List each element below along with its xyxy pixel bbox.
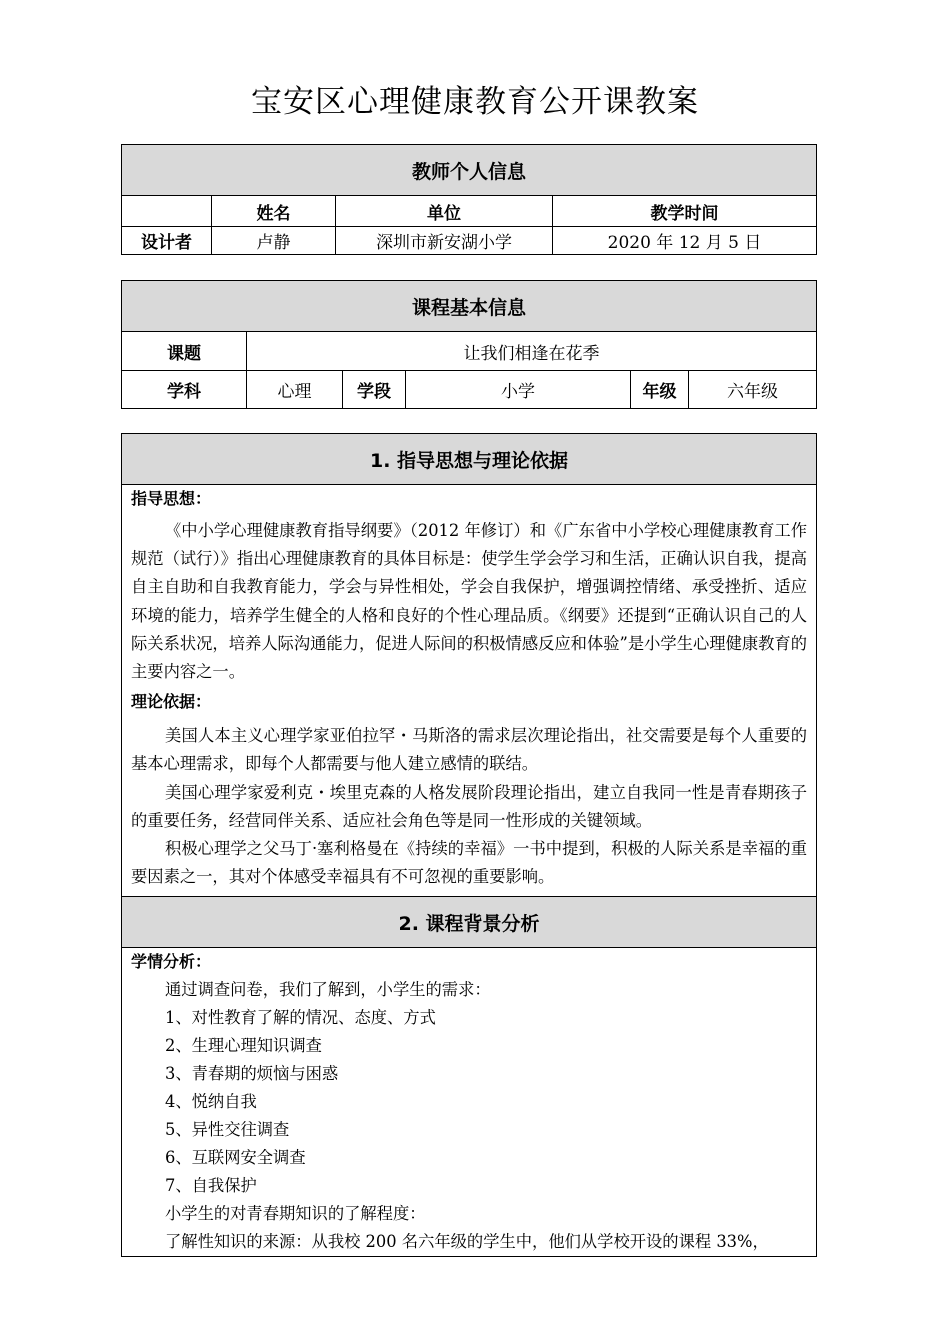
source-line: 了解性知识的来源：从我校 200 名六年级的学生中，他们从学校开设的课程 33%，	[165, 1232, 769, 1251]
list-item: 4、悦纳自我	[165, 1092, 257, 1111]
analysis-label: 学情分析：	[131, 952, 212, 971]
knowledge-line: 小学生的对青春期知识的了解程度：	[165, 1204, 426, 1223]
designer-label: 设计者	[122, 227, 212, 255]
teaching-time: 2020 年 12 月 5 日	[553, 227, 817, 255]
list-item: 2、生理心理知识调查	[165, 1036, 322, 1055]
topic-label: 课题	[122, 332, 247, 371]
analysis-intro: 通过调查问卷，我们了解到，小学生的需求：	[165, 980, 491, 999]
list-item: 5、异性交往调查	[165, 1120, 290, 1139]
theory-paragraph: 美国人本主义心理学家亚伯拉罕・马斯洛的需求层次理论指出，社交需要是每个人重要的基本心理需求，即每个人都需要与他人建立感情的联结。	[131, 726, 807, 774]
stage-value: 小学	[406, 371, 631, 409]
teacher-info-table	[121, 144, 817, 255]
list-item: 6、互联网安全调查	[165, 1148, 306, 1167]
grade-value: 六年级	[689, 371, 817, 409]
course-info-table	[121, 280, 817, 409]
stage-label: 学段	[343, 371, 406, 409]
subject-value: 心理	[247, 371, 343, 409]
section1-body	[122, 485, 817, 897]
list-item: 7、自我保护	[165, 1176, 257, 1195]
list-item: 3、青春期的烦恼与困惑	[165, 1064, 339, 1083]
list-item: 1、对性教育了解的情况、态度、方式	[165, 1008, 436, 1027]
designer-name: 卢静	[212, 227, 336, 255]
grade-label: 年级	[631, 371, 689, 409]
theory-paragraph: 美国心理学家爱利克・埃里克森的人格发展阶段理论指出，建立自我同一性是青春期孩子的重要任务，经营同伴关系、适应社会角色等是同一性形成的关键领域。	[131, 782, 807, 830]
lesson-content-table	[121, 433, 817, 1257]
col-header-time: 教学时间	[553, 196, 817, 227]
col-header-unit: 单位	[336, 196, 553, 227]
section1-header: 1. 指导思想与理论依据	[122, 434, 817, 485]
teacher-info-header: 教师个人信息	[122, 145, 817, 196]
guiding-label: 指导思想：	[131, 489, 212, 508]
section2-body	[122, 948, 817, 1257]
document-title: 宝安区心理健康教育公开课教案	[251, 84, 699, 120]
theory-label: 理论依据：	[131, 692, 212, 712]
theory-paragraph: 积极心理学之父马丁·塞利格曼在《持续的幸福》一书中提到，积极的人际关系是幸福的重要因素之一，其对个体感受幸福具有不可忽视的重要影响。	[131, 839, 807, 887]
designer-unit: 深圳市新安湖小学	[336, 227, 553, 255]
col-header-name: 姓名	[212, 196, 336, 227]
course-info-header: 课程基本信息	[122, 281, 817, 332]
empty-corner-cell	[122, 196, 212, 227]
guiding-paragraph: 《中小学心理健康教育指导纲要》（2012 年修订）和《广东省中小学校心理健康教育工作规范（试行）》指出心理健康教育的具体目标是：使学生学会学习和生活，正确认识自我，提高自主自助和自我教育能力，学会与异性相处，学会自我保护，增强调控情绪、承受挫折、适应环境的能力，培养学生健全的人格和良好的个性心理品质。《纲要》还提到“正确认识自己的人际关系状况，培养人际沟通能力，促进人际间的积极情感反应和体验”是小学生心理健康教育的主要内容之一。	[131, 521, 807, 682]
subject-label: 学科	[122, 371, 247, 409]
section2-header: 2. 课程背景分析	[122, 897, 817, 948]
topic-value: 让我们相逢在花季	[247, 332, 817, 371]
